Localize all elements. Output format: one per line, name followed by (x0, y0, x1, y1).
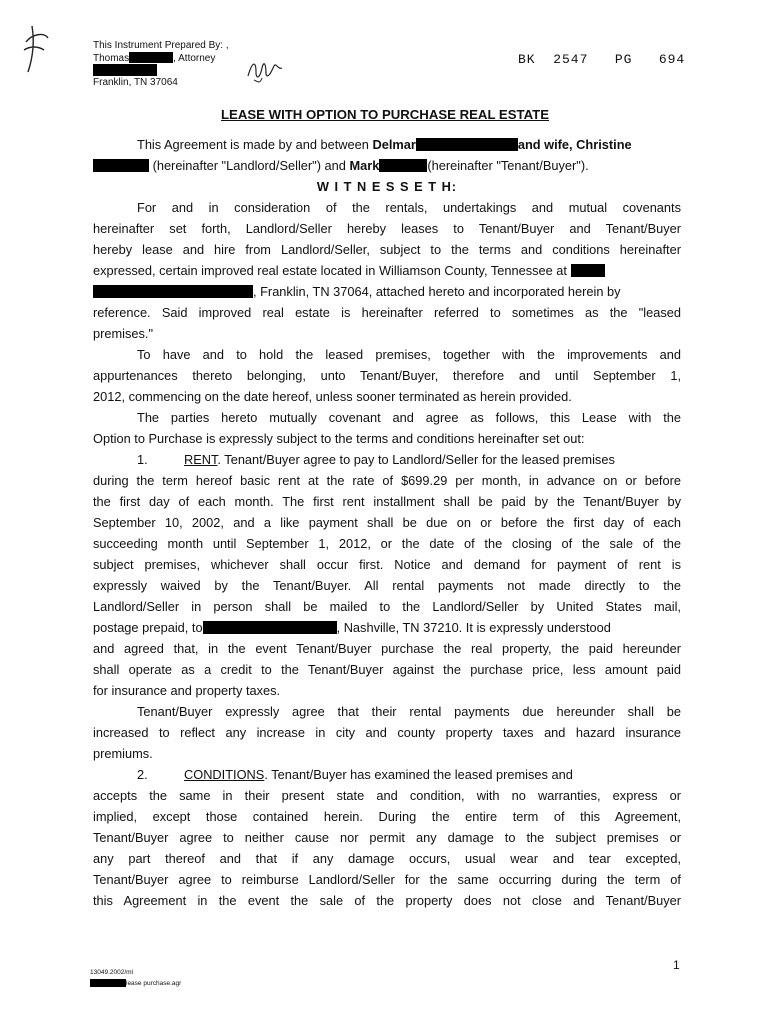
section-title: RENT (184, 452, 218, 467)
body-line: postage prepaid, to , Nashville, TN 37210. It is expressly understood (93, 620, 611, 635)
handwritten-initials (244, 52, 286, 86)
body-line: 2012, commencing on the date hereof, unless sooner terminated as herein provided. (93, 389, 572, 404)
body-line: shall operate as a credit to the Tenant/Buyer against the purchase price, less amount paid (93, 662, 681, 677)
body-line: the first day of each month. The first rent installment shall be paid by the Tenant/Buyer by (93, 494, 681, 509)
body-line: reference. Said improved real estate is hereinafter referred to sometimes as the "leased (93, 305, 681, 320)
body-line: Tenant/Buyer agree to neither cause nor permit any damage to the subject premises or (93, 830, 681, 845)
body-line: The parties hereto mutually covenant and agree as follows, this Lease with the (137, 410, 681, 425)
body-line: Landlord/Seller in person shall be mailed to the Landlord/Seller by United States mail, (93, 599, 681, 614)
attorney-title: , Attorney (173, 53, 216, 64)
body-line: September 10, 2002, and a like payment shall be due on or before the first day of each (93, 515, 681, 530)
body-line: Tenant/Buyer agree to reimburse Landlord/Seller for the same occurring during the term of (93, 872, 681, 887)
body-line: hereby lease and hire from Landlord/Seller, subject to the terms and conditions hereinafter (93, 242, 681, 257)
redaction-block (571, 264, 605, 277)
footer-file-line (90, 979, 181, 988)
document-body (93, 134, 681, 911)
section-number: 2. (137, 767, 148, 782)
redaction-block (90, 979, 126, 987)
body-line: , Franklin, TN 37064, attached hereto and incorporated herein by (93, 281, 681, 302)
body-line: This Agreement is made by and between Delmar and wife, Christine (137, 137, 632, 152)
footer-file-code: 13049.2002/ml (90, 969, 134, 976)
body-line: Tenant/Buyer expressly agree that their rental payments due hereunder shall be (137, 704, 681, 719)
body-line: To have and to hold the leased premises, together with the improvements and (137, 347, 681, 362)
footer-file-name: lease purchase.agr (126, 980, 182, 987)
body-line: appurtenances thereto belonging, unto Tenant/Buyer, therefore and until September 1, (93, 368, 681, 383)
section-conditions-heading: 2. CONDITIONS. Tenant/Buyer has examined the leased premises and (93, 764, 681, 785)
body-line: for insurance and property taxes. (93, 683, 281, 698)
redaction-block (129, 52, 173, 63)
margin-initial-mark (18, 20, 52, 76)
redaction-block (416, 138, 518, 151)
book-page-reference: BK 2547 PG 694 (518, 52, 686, 67)
header-city: Franklin, TN 37064 (93, 77, 178, 88)
body-line: implied, except those contained herein. During the entire term of this Agreement, (93, 809, 681, 824)
body-line: For and in consideration of the rentals, undertakings and mutual covenants (137, 200, 681, 215)
body-line: expressed, certain improved real estate located in Williamson County, Tennessee at (93, 260, 681, 281)
redaction-block (379, 159, 427, 172)
tenant-name: Mark (349, 158, 380, 173)
body-line: increased to reflect any increase in city and county property taxes and hazard insurance (93, 725, 681, 740)
body-line: and agreed that, in the event Tenant/Buyer purchase the real property, the paid hereunder (93, 641, 681, 656)
attorney-first-name: Thomas (93, 53, 130, 64)
body-line: hereinafter set forth, Landlord/Seller hereby leases to Tenant/Buyer and Tenant/Buyer (93, 221, 681, 236)
redaction-block (93, 64, 157, 76)
body-line: (hereinafter "Landlord/Seller") and Mark (hereinafter "Tenant/Buyer"). (93, 155, 681, 176)
body-line: Option to Purchase is expressly subject to the terms and conditions hereinafter set out: (93, 431, 585, 446)
witnesseth-heading: W I T N E S S E T H: (316, 179, 458, 194)
body-line: during the term hereof basic rent at the rate of $699.29 per month, in advance on or before (93, 473, 681, 488)
section-title: CONDITIONS (184, 767, 265, 782)
landlord-spouse: and wife, Christine (517, 137, 632, 152)
redaction-block (203, 621, 337, 634)
body-line: premises." (93, 326, 154, 341)
section-rent-heading: 1. RENT. Tenant/Buyer agree to pay to Landlord/Seller for the leased premises (93, 449, 681, 470)
redaction-block (93, 285, 253, 298)
redaction-block (93, 159, 149, 172)
body-line: accepts the same in their present state and condition, with no warranties, express or (93, 788, 681, 803)
page-number: 1 (673, 958, 680, 972)
prepared-by-line: This Instrument Prepared By: , (93, 40, 229, 51)
body-line: any part thereof and that if any damage occurs, usual wear and tear excepted, (93, 851, 681, 866)
body-line: subject premises, whichever shall occur first. Notice and demand for payment of rent is (93, 557, 681, 572)
body-line: this Agreement in the event the sale of the property does not close and Tenant/Buyer (93, 893, 681, 908)
section-number: 1. (137, 452, 148, 467)
body-line: expressly waived by the Tenant/Buyer. All rental payments not made directly to the (93, 578, 681, 593)
body-line: succeeding month until September 1, 2012, or the date of the closing of the sale of the (93, 536, 681, 551)
landlord-name: Delmar (372, 137, 416, 152)
body-line: premiums. (93, 746, 153, 761)
document-title: LEASE WITH OPTION TO PURCHASE REAL ESTATE (221, 107, 549, 122)
